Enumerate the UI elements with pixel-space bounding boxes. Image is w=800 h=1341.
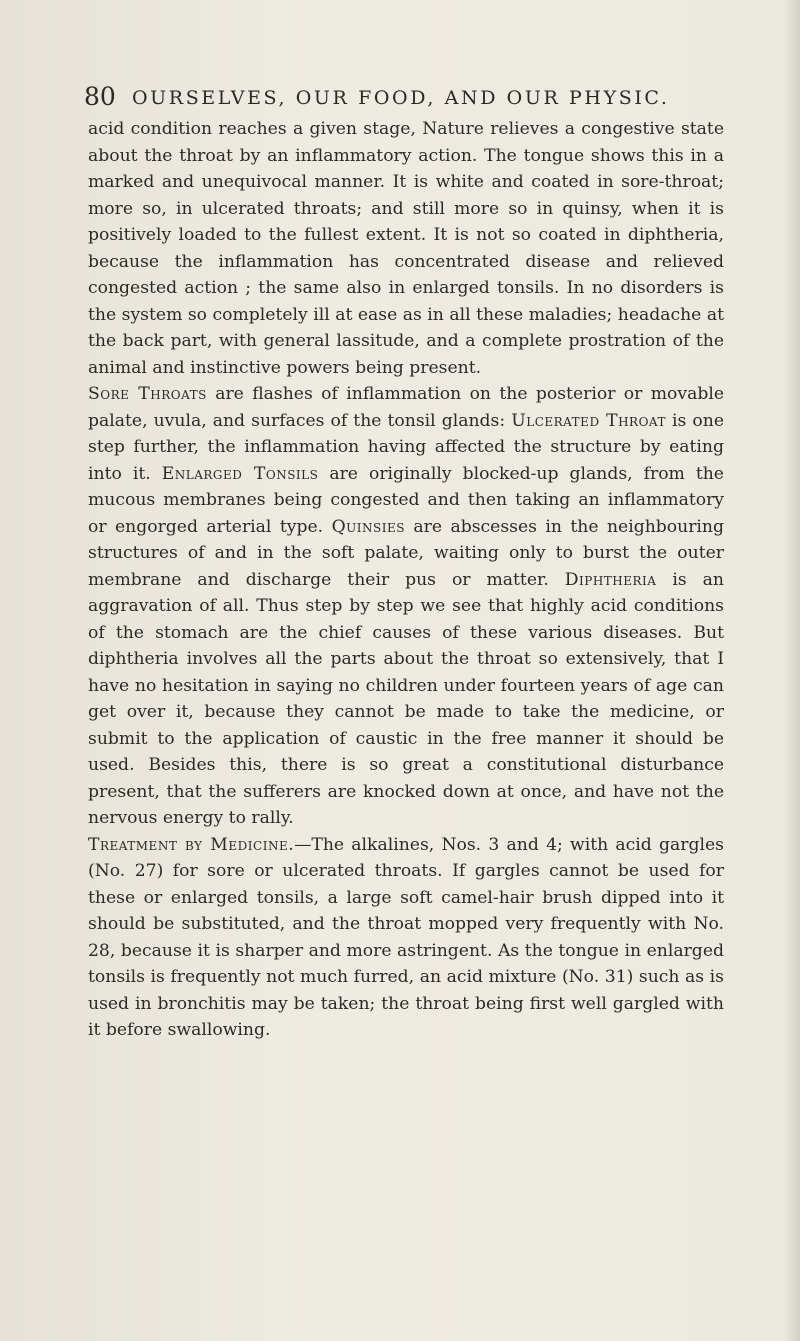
- page-header: [84, 82, 704, 112]
- page-edge-shadow: [784, 0, 800, 1341]
- page-number: 80: [84, 82, 116, 111]
- text-segment: are originally blocked-up glands, from the mucous membranes being congested and then taking an inflammatory or engorged arterial type.: [88, 463, 724, 537]
- text-segment: is an aggravation of all. Thus step by step we see that highly acid conditions of the stomach are the chief causes of these various diseases. But diphtheria involves all the parts about the throat so extensively, that I have no hesitation in saying no children under fourteen years of age can get over it, because they cannot be made to take the medicine, or submit to the application of caustic in the free manner it should be used. Besides this, there is so great a constitutional disturbance present, that the sufferers are knocked down at once, and have not the nervous energy to rally.: [88, 569, 725, 828]
- text-segment: are abscesses in the neighbouring structures of and in the soft palate, waiting only to burst the outer membrane and discharge their pus or matter.: [88, 516, 725, 590]
- paragraph-treatment: [88, 832, 724, 1044]
- term-sore-throats: Sore Throats: [88, 384, 207, 404]
- text-segment: —The alkalines, Nos. 3 and 4; with acid gargles (No. 27) for sore or ulcerated throats. If gargles cannot be used for these or enlarged tonsils, a large soft camel-hair brush dipped into it should be substituted, and the throat mopped very frequently with No. 28, because it is sharper and more astringent. As the tongue in enlarged tonsils is frequently not much furred, an acid mixture (No. 31) such as is used in bronchitis may be taken; the throat being first well gargled with it before swallowing.: [88, 834, 724, 1040]
- paragraph-intro: acid condition reaches a given stage, Nature relieves a congestive state about the throat by an inflammatory action. The tongue shows this in a marked and unequivocal manner. It is white and coated in sore-throat; more so, in ulcerated throats; and still more so in quinsy, when it is positively loaded to the fullest extent. It is not so coated in diphtheria, because the inflammation has concentrated disease and relieved congested action ; the same also in enlarged tonsils. In no disorders is the system so completely ill at ease as in all these maladies; headache at the back part, with general lassitude, and a complete prostration of the animal and instinctive powers being present.: [88, 119, 724, 378]
- term-ulcerated-throat: Ulcerated Throat: [511, 410, 666, 431]
- paragraph-throat-diseases: [88, 381, 724, 832]
- term-quinsies: Quinsies: [331, 516, 405, 537]
- term-treatment-by-medicine: Treatment by Medicine.: [88, 834, 295, 855]
- running-head: OURSELVES, OUR FOOD, AND OUR PHYSIC.: [132, 87, 670, 109]
- text-segment: is one step further, the inflammation having affected the structure by eating into it.: [88, 410, 724, 484]
- body-text: [88, 116, 724, 1044]
- term-diphtheria: Diphtheria: [564, 569, 657, 590]
- text-segment: are flashes of inflammation on the posterior or movable palate, uvula, and surfaces of the tonsil glands:: [88, 384, 724, 431]
- term-enlarged-tonsils: Enlarged Tonsils: [161, 463, 319, 484]
